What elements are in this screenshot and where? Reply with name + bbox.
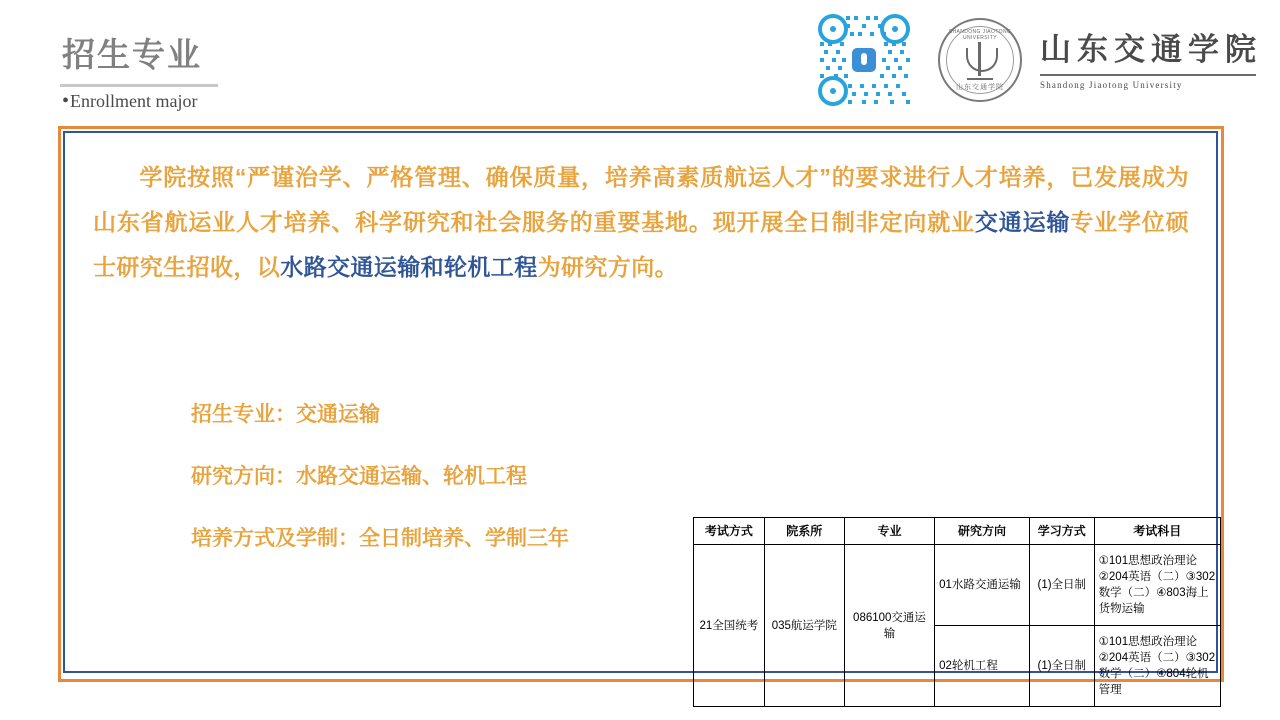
- seal-text-bottom: 山东交通学院: [956, 84, 1004, 91]
- col-header-major: 专业: [844, 518, 934, 545]
- intro-paragraph-seg3: 专业学位硕士研究生招收，以: [93, 209, 1189, 280]
- col-header-direction: 研究方向: [935, 518, 1030, 545]
- cell-subjects-1: ①101思想政治理论②204英语（二）③302数学（二）④803海上货物运输: [1094, 545, 1220, 626]
- seal-emblem-icon: [963, 42, 997, 82]
- list-item-major: 招生专业：交通运输: [191, 403, 380, 426]
- intro-paragraph-seg5: 为研究方向。: [537, 254, 679, 280]
- qr-code-icon: [818, 14, 910, 106]
- intro-paragraph: [93, 155, 1189, 290]
- cell-study-mode-2: (1)全日制: [1029, 626, 1094, 707]
- university-name-en: Shandong Jiaotong University: [1040, 80, 1183, 90]
- col-header-subjects: 考试科目: [1094, 518, 1220, 545]
- university-name-cn: 山东交通学院: [1040, 32, 1262, 67]
- cell-department: 035航运学院: [764, 545, 844, 707]
- table-body: [694, 545, 1221, 707]
- table-header-row: [694, 518, 1221, 545]
- university-name-divider: [1040, 74, 1256, 76]
- cell-exam-mode: 21全国统考: [694, 545, 765, 707]
- list-item-direction: 研究方向：水路交通运输、轮机工程: [191, 465, 527, 488]
- cell-study-mode-1: (1)全日制: [1029, 545, 1094, 626]
- intro-paragraph-seg2: 交通运输: [974, 209, 1071, 235]
- col-header-exam-mode: 考试方式: [694, 518, 765, 545]
- cell-direction-1: 01水路交通运输: [935, 545, 1030, 626]
- qr-code-pattern: [818, 14, 910, 106]
- table-row: [694, 545, 1221, 626]
- qr-center-logo: [852, 48, 876, 72]
- cell-major: 086100交通运输: [844, 545, 934, 707]
- page-title: 招生专业: [62, 36, 202, 73]
- title-underline: [60, 84, 218, 87]
- col-header-department: 院系所: [764, 518, 844, 545]
- table-header: [694, 518, 1221, 545]
- cell-subjects-2: ①101思想政治理论②204英语（二）③302数学（二）④804轮机管理: [1094, 626, 1220, 707]
- page-header: [0, 0, 1280, 120]
- summary-list: [191, 401, 661, 587]
- intro-paragraph-seg4: 水路交通运输和轮机工程: [280, 254, 538, 280]
- content-card: [58, 126, 1224, 696]
- university-name-block: [1040, 24, 1260, 90]
- list-item-training: 培养方式及学制：全日制培养、学制三年: [191, 527, 569, 550]
- page-subtitle-text: Enrollment major: [70, 91, 198, 111]
- university-seal-icon: [938, 18, 1022, 102]
- page-subtitle: [62, 90, 197, 113]
- program-table-wrapper: [693, 517, 1221, 707]
- program-table: [693, 517, 1221, 707]
- intro-paragraph-seg1: 学院按照“严谨治学、严格管理、确保质量，培养高素质航运人才”的要求进行人才培养，已发展成为山东省航运业人才培养、科学研究和社会服务的重要基地。现开展全日制非定向就业: [93, 164, 1189, 235]
- bullet-glyph: •: [62, 90, 70, 112]
- cell-direction-2: 02轮机工程: [935, 626, 1030, 707]
- seal-text-top: SHANDONG JIAOTONG UNIVERSITY: [948, 29, 1012, 41]
- col-header-study-mode: 学习方式: [1029, 518, 1094, 545]
